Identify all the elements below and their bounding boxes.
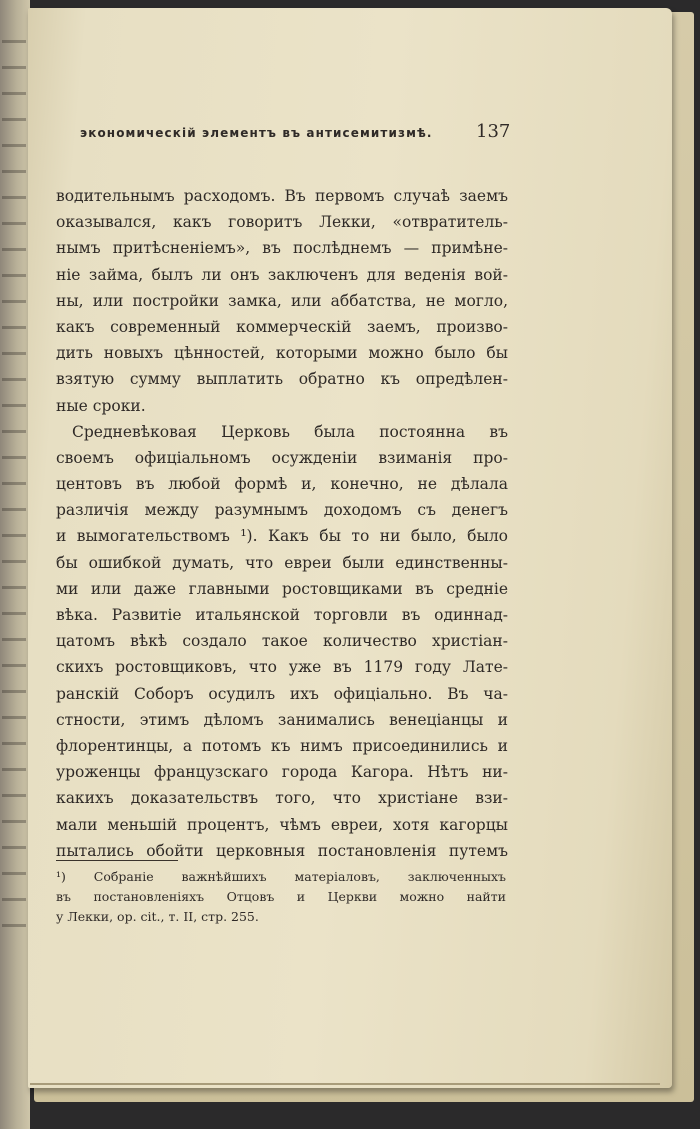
- text-line: центовъ въ любой формѣ и, конечно, не дѣлала: [56, 475, 508, 494]
- text-line: флорентинцы, а потомъ къ нимъ присоединились и: [56, 736, 508, 755]
- text-line: ніе займа, былъ ли онъ заключенъ для веденія вой-: [56, 265, 508, 284]
- text-line: какъ современный коммерческій заемъ, произво-: [56, 317, 508, 336]
- text-line: водительнымъ расходомъ. Въ первомъ случаѣ заемъ: [56, 187, 508, 205]
- text-line: нымъ притѣсненіемъ», въ послѣднемъ — примѣне-: [56, 239, 508, 258]
- text-line: ранскій Соборъ осудилъ ихъ офиціально. Въ ча-: [56, 684, 508, 703]
- page-number: 137: [476, 121, 511, 142]
- footnote-rule: [56, 860, 178, 861]
- text-line: различія между разумнымъ доходомъ съ денегъ: [56, 501, 508, 520]
- text-line: какихъ доказательствъ того, что христіане взи-: [56, 789, 508, 808]
- text-line: своемъ офиціальномъ осужденіи взиманія про-: [56, 448, 508, 467]
- text-line: бы ошибкой думать, что евреи были единственны-: [56, 553, 508, 572]
- text-line: Средневѣковая Церковь была постоянна въ: [72, 422, 508, 441]
- running-header: экономическій элементъ въ антисемитизмѣ.: [80, 126, 433, 140]
- text-line: цатомъ вѣкѣ создало такое количество христіан-: [56, 632, 508, 651]
- text-line: скихъ ростовщиковъ, что уже въ 1179 году Лате-: [56, 658, 508, 677]
- text-line: ми или даже главными ростовщиками въ средніе: [56, 579, 508, 598]
- text-line: стности, этимъ дѣломъ занимались венеціанцы и: [56, 710, 508, 729]
- left-page-bleed-text: [2, 40, 26, 940]
- text-line: мали меньшій процентъ, чѣмъ евреи, хотя кагорцы: [56, 815, 508, 834]
- footnote-line: ¹) Собраніе важнѣйшихъ матеріаловъ, заключенныхъ: [56, 869, 506, 884]
- text-line: дить новыхъ цѣнностей, которыми можно было бы: [56, 344, 508, 363]
- footnote-line: въ постановленіяхъ Отцовъ и Церкви можно найти: [56, 889, 506, 904]
- text-line: уроженцы французскаго города Кагора. Нѣтъ ни-: [56, 763, 508, 782]
- text-line: ные сроки.: [56, 396, 146, 415]
- page-stack-bottom: [30, 1083, 660, 1085]
- text-line: оказывался, какъ говоритъ Лекки, «отвратитель-: [56, 213, 508, 232]
- text-line: взятую сумму выплатить обратно къ опредѣлен-: [56, 370, 508, 389]
- text-line: вѣка. Развитіе итальянской торговли въ одиннад-: [56, 606, 508, 624]
- text-line: пытались обойти церковныя постановленія путемъ: [56, 841, 508, 860]
- footnote-line: у Лекки, op. cit., т. II, стр. 255.: [56, 909, 259, 924]
- text-line: и вымогательствомъ ¹). Какъ бы то ни было, было: [56, 527, 508, 546]
- footnote: [56, 867, 506, 927]
- body-text: [56, 183, 508, 864]
- text-line: ны, или постройки замка, или аббатства, не могло,: [56, 291, 508, 310]
- book-page: [28, 8, 672, 1088]
